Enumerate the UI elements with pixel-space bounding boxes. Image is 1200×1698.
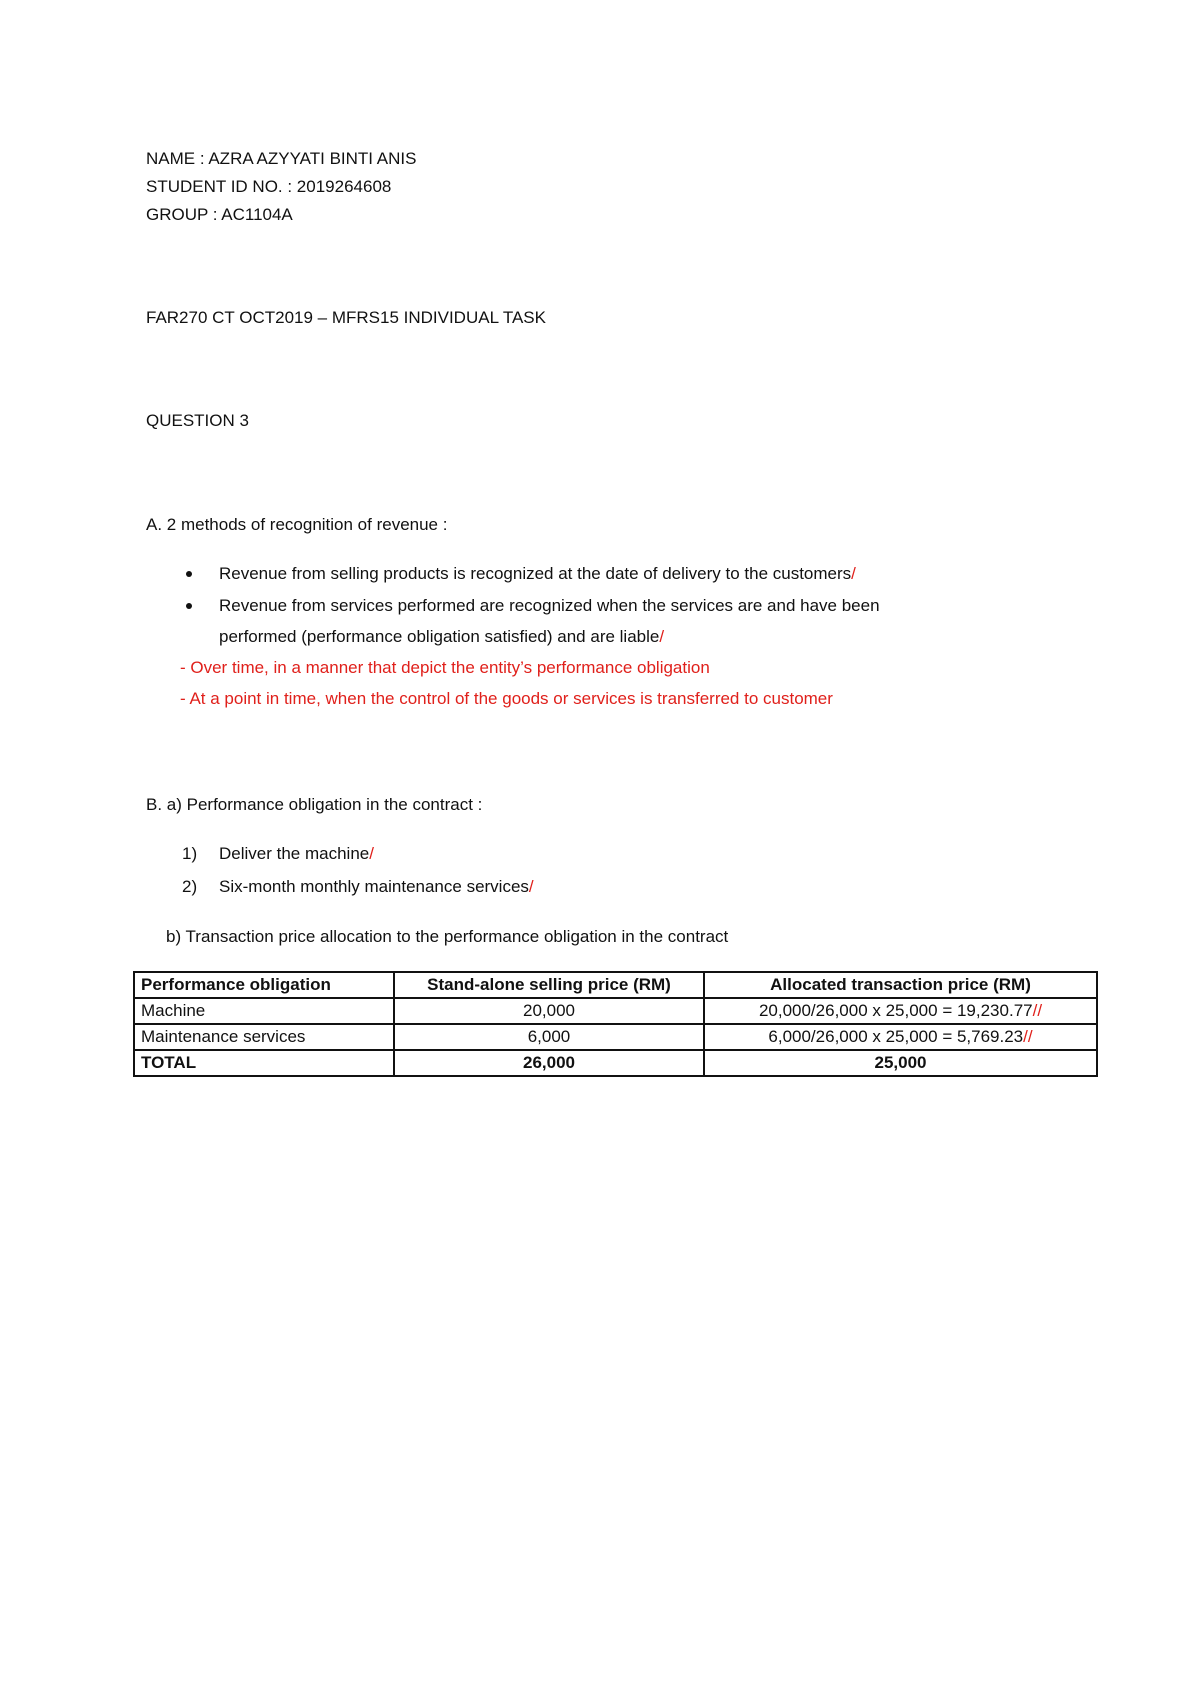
allocated-value: 20,000/26,000 x 25,000 = 19,230.77 <box>758 1001 1033 1020</box>
section-b-heading: B. a) Performance obligation in the contract : <box>146 795 483 814</box>
student-group: GROUP : AC1104A <box>146 205 293 224</box>
question-label: QUESTION 3 <box>146 411 249 430</box>
correction-point-in-time: - At a point in time, when the control of the goods or services is transferred to customer <box>180 689 833 708</box>
item-1-text: Deliver the machine <box>219 844 370 863</box>
section-b-b-heading: b) Transaction price allocation to the performance obligation in the contract <box>166 927 729 946</box>
ssp-cell: 6,000 <box>394 1024 704 1050</box>
total-ssp: 26,000 <box>394 1050 704 1076</box>
section-b-item-2 <box>219 876 534 898</box>
tick-mark: / <box>528 877 534 896</box>
allocated-value: 6,000/26,000 x 25,000 = 5,769.23 <box>768 1027 1024 1046</box>
section-b-item-1 <box>219 843 374 865</box>
item-number: 2) <box>182 877 198 896</box>
obligation-cell: Maintenance services <box>134 1024 394 1050</box>
section-a-bullet-2-line-1: Revenue from services performed are recognized when the services are and have been <box>219 596 880 615</box>
section-a-bullet-2-line-2 <box>219 626 664 648</box>
task-title: FAR270 CT OCT2019 – MFRS15 INDIVIDUAL TASK <box>146 308 546 327</box>
item-2-text: Six-month monthly maintenance services <box>219 877 529 896</box>
total-allocated: 25,000 <box>704 1050 1097 1076</box>
column-header: Performance obligation <box>134 972 394 998</box>
column-header: Stand-alone selling price (RM) <box>394 972 704 998</box>
correction-over-time: - Over time, in a manner that depict the entity’s performance obligation <box>180 658 710 677</box>
allocated-cell <box>704 998 1097 1024</box>
tick-mark: / <box>369 844 374 863</box>
allocated-cell <box>704 1024 1097 1050</box>
bullet-2-text: performed (performance obligation satisfied) and are liable <box>219 627 660 646</box>
table-header-row <box>134 972 1097 998</box>
allocation-table <box>133 971 1098 1077</box>
table-row <box>134 1024 1097 1050</box>
student-name: NAME : AZRA AZYYATI BINTI ANIS <box>146 149 417 168</box>
student-id: STUDENT ID NO. : 2019264608 <box>146 177 392 196</box>
obligation-cell: Machine <box>134 998 394 1024</box>
bullet-1-text: Revenue from selling products is recognized at the date of delivery to the customers <box>219 564 852 583</box>
item-number: 1) <box>182 844 198 863</box>
tick-mark: / <box>851 564 856 583</box>
total-label: TOTAL <box>134 1050 394 1076</box>
ssp-cell: 20,000 <box>394 998 704 1024</box>
tick-mark: // <box>1023 1027 1033 1046</box>
section-a-bullet-1 <box>219 563 856 585</box>
tick-mark: / <box>659 627 665 646</box>
table-row <box>134 998 1097 1024</box>
section-a-heading: A. 2 methods of recognition of revenue : <box>146 515 448 534</box>
table-total-row <box>134 1050 1097 1076</box>
column-header: Allocated transaction price (RM) <box>704 972 1097 998</box>
tick-mark: // <box>1032 1001 1043 1020</box>
bullet-icon <box>186 571 192 577</box>
bullet-icon <box>186 603 192 609</box>
